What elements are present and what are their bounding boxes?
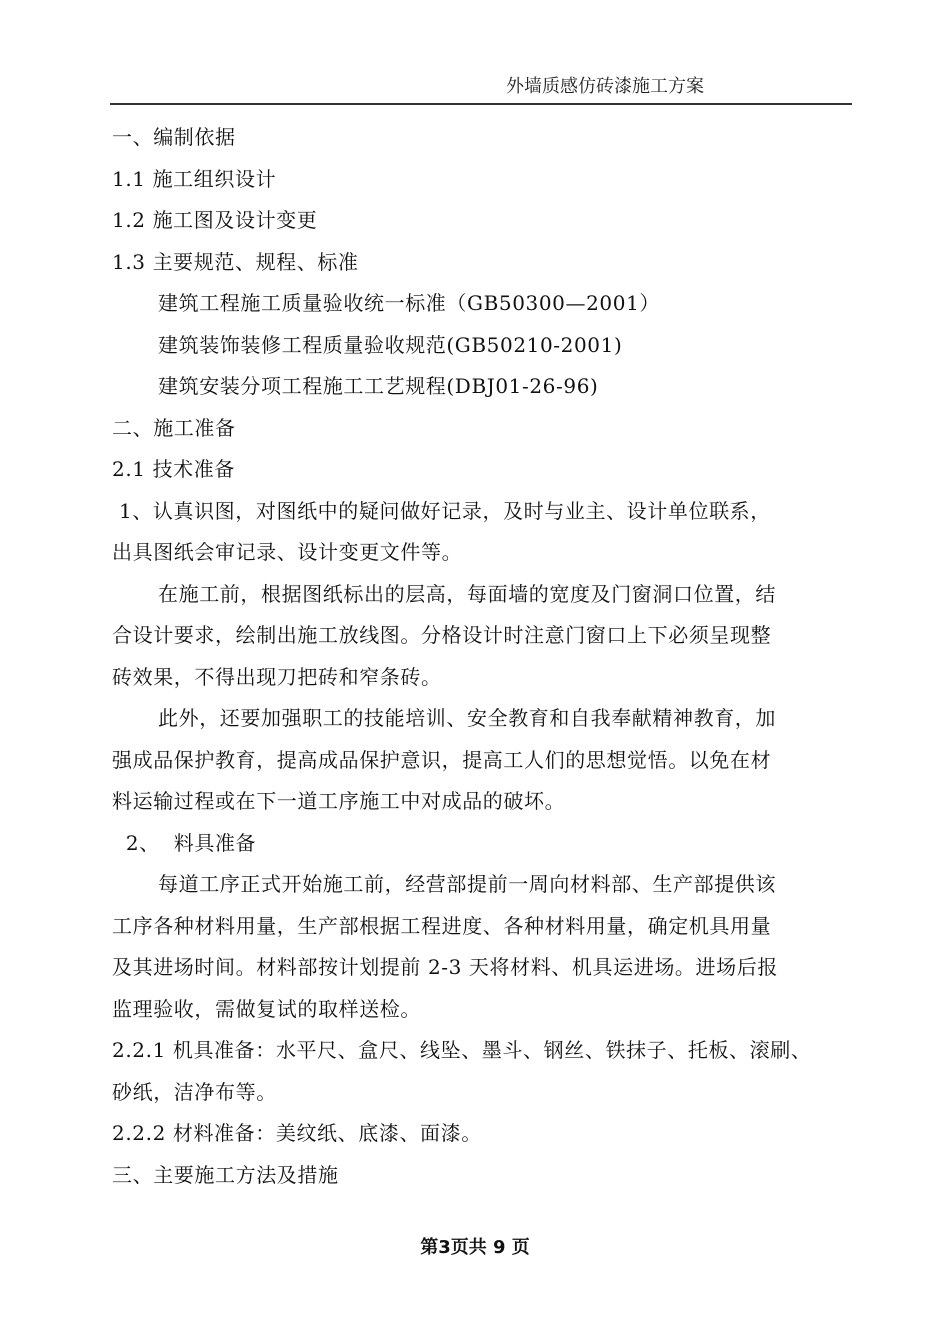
page-number: 第3页共 9 页	[420, 1237, 530, 1258]
body-line: 砖效果，不得出现刀把砖和窄条砖。	[112, 664, 442, 689]
body-line: 及其进场时间。材料部按计划提前 2-3 天将材料、机具运进场。进场后报	[112, 955, 778, 979]
body-line: 砂纸，洁净布等。	[112, 1079, 277, 1104]
body-line: 2.2.1 机具准备：水平尺、盒尺、线坠、墨斗、钢丝、铁抹子、托板、滚刷、	[112, 1038, 812, 1062]
body-line: 合设计要求，绘制出施工放线图。分格设计时注意门窗口上下必须呈现整	[112, 623, 772, 647]
document-body	[112, 117, 840, 1196]
body-line: 强成品保护教育，提高成品保护意识，提高工人们的思想觉悟。以免在材	[112, 747, 772, 772]
body-line: 此外，还要加强职工的技能培训、安全教育和自我奉献精神教育，加	[158, 706, 776, 730]
header-title: 外墙质感仿砖漆施工方案	[506, 76, 704, 97]
body-line: 2.2.2 材料准备：美纹纸、底漆、面漆。	[112, 1121, 482, 1145]
body-line: 每道工序正式开始施工前，经营部提前一周向材料部、生产部提供该	[158, 872, 776, 896]
header-divider	[110, 103, 852, 105]
body-line: 2、 料具准备	[112, 830, 257, 855]
body-line: 工序各种材料用量，生产部根据工程进度、各种材料用量，确定机具用量	[112, 913, 772, 938]
body-line: 二、施工准备	[112, 415, 236, 440]
body-line: 2.1 技术准备	[112, 457, 235, 481]
body-line: 在施工前，根据图纸标出的层高，每面墙的宽度及门窗洞口位置，结	[158, 581, 776, 606]
body-line: 一、编制依据	[112, 125, 236, 149]
body-line: 三、主要施工方法及措施	[112, 1162, 339, 1187]
body-line: 建筑安装分项工程施工工艺规程(DBJ01-26-96)	[158, 374, 599, 398]
body-line: 建筑工程施工质量验收统一标准（GB50300—2001）	[158, 291, 660, 315]
body-line: 监理验收，需做复试的取样送检。	[112, 996, 421, 1021]
body-line: 建筑装饰装修工程质量验收规范(GB50210-2001)	[158, 332, 623, 357]
body-line: 出具图纸会审记录、设计变更文件等。	[112, 540, 463, 564]
body-line: 1、认真识图，对图纸中的疑问做好记录，及时与业主、设计单位联系，	[112, 498, 771, 523]
body-line: 料运输过程或在下一道工序施工中对成品的破坏。	[112, 789, 566, 813]
body-line: 1.3 主要规范、规程、标准	[112, 249, 359, 274]
body-line: 1.2 施工图及设计变更	[112, 208, 318, 232]
body-line: 1.1 施工组织设计	[112, 166, 277, 191]
